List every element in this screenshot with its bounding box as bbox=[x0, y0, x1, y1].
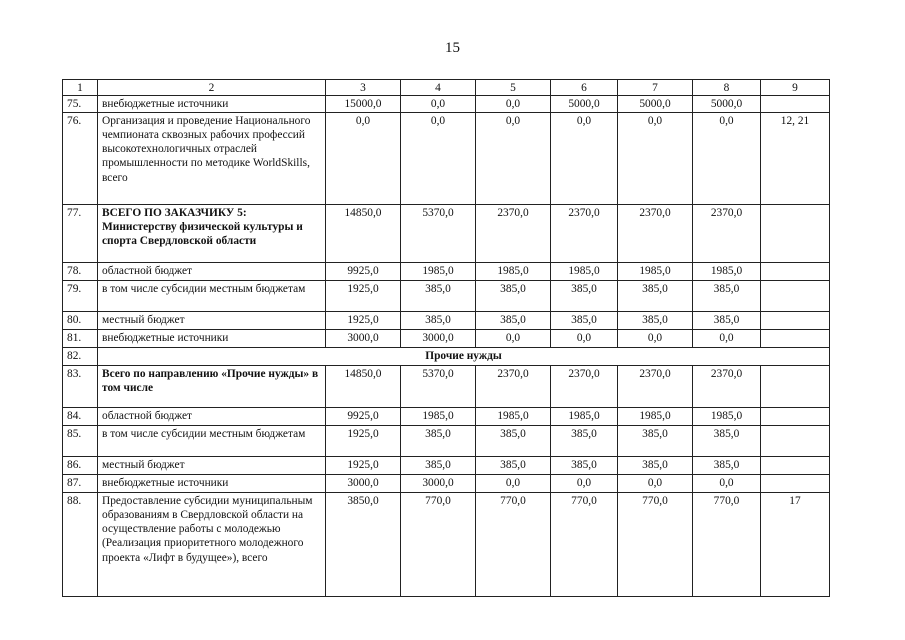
amount-cell: 2370,0 bbox=[476, 204, 551, 262]
amount-cell: 385,0 bbox=[693, 311, 761, 329]
row-description: внебюджетные источники bbox=[98, 329, 326, 347]
budget-table-body bbox=[63, 80, 830, 597]
row-number: 88. bbox=[63, 492, 98, 596]
row-number: 79. bbox=[63, 280, 98, 311]
column-header: 4 bbox=[401, 80, 476, 96]
amount-cell: 0,0 bbox=[401, 96, 476, 112]
amount-cell: 2370,0 bbox=[476, 365, 551, 407]
table-row bbox=[63, 96, 830, 112]
amount-cell: 1985,0 bbox=[693, 262, 761, 280]
column-header: 2 bbox=[98, 80, 326, 96]
reference-cell bbox=[761, 280, 830, 311]
section-heading: Прочие нужды bbox=[98, 347, 830, 365]
amount-cell: 3000,0 bbox=[326, 474, 401, 492]
amount-cell: 1985,0 bbox=[551, 407, 618, 425]
amount-cell: 1925,0 bbox=[326, 311, 401, 329]
row-description: местный бюджет bbox=[98, 311, 326, 329]
page-number: 15 bbox=[445, 40, 460, 56]
row-number: 81. bbox=[63, 329, 98, 347]
table-row bbox=[63, 425, 830, 456]
amount-cell: 1985,0 bbox=[401, 407, 476, 425]
table-row bbox=[63, 456, 830, 474]
table-row bbox=[63, 112, 830, 204]
amount-cell: 385,0 bbox=[401, 425, 476, 456]
amount-cell: 385,0 bbox=[693, 456, 761, 474]
amount-cell: 5370,0 bbox=[401, 365, 476, 407]
amount-cell: 385,0 bbox=[551, 280, 618, 311]
row-description: в том числе субсидии местным бюджетам bbox=[98, 425, 326, 456]
amount-cell: 5370,0 bbox=[401, 204, 476, 262]
column-header: 5 bbox=[476, 80, 551, 96]
row-number: 77. bbox=[63, 204, 98, 262]
amount-cell: 385,0 bbox=[476, 425, 551, 456]
amount-cell: 9925,0 bbox=[326, 407, 401, 425]
reference-cell: 12, 21 bbox=[761, 112, 830, 204]
amount-cell: 0,0 bbox=[326, 112, 401, 204]
row-description: в том числе субсидии местным бюджетам bbox=[98, 280, 326, 311]
amount-cell: 15000,0 bbox=[326, 96, 401, 112]
amount-cell: 1985,0 bbox=[693, 407, 761, 425]
reference-cell bbox=[761, 365, 830, 407]
amount-cell: 3000,0 bbox=[326, 329, 401, 347]
amount-cell: 3000,0 bbox=[401, 474, 476, 492]
row-number: 84. bbox=[63, 407, 98, 425]
amount-cell: 385,0 bbox=[551, 456, 618, 474]
reference-cell bbox=[761, 407, 830, 425]
amount-cell: 770,0 bbox=[693, 492, 761, 596]
amount-cell: 5000,0 bbox=[551, 96, 618, 112]
amount-cell: 0,0 bbox=[551, 474, 618, 492]
amount-cell: 1925,0 bbox=[326, 456, 401, 474]
table-row bbox=[63, 262, 830, 280]
amount-cell: 385,0 bbox=[401, 280, 476, 311]
amount-cell: 770,0 bbox=[618, 492, 693, 596]
amount-cell: 2370,0 bbox=[551, 204, 618, 262]
amount-cell: 3850,0 bbox=[326, 492, 401, 596]
row-description: Всего по направлению «Прочие нужды» в том числе bbox=[98, 365, 326, 407]
amount-cell: 385,0 bbox=[618, 280, 693, 311]
row-description: местный бюджет bbox=[98, 456, 326, 474]
row-description: Организация и проведение Национального чемпионата сквозных рабочих профессий высокотехнологичных отраслей промышленности по методике WorldSkills, всего bbox=[98, 112, 326, 204]
column-number-header-row bbox=[63, 80, 830, 96]
table-row bbox=[63, 365, 830, 407]
reference-cell: 17 bbox=[761, 492, 830, 596]
row-number: 86. bbox=[63, 456, 98, 474]
amount-cell: 385,0 bbox=[618, 311, 693, 329]
table-row bbox=[63, 311, 830, 329]
amount-cell: 14850,0 bbox=[326, 365, 401, 407]
amount-cell: 770,0 bbox=[476, 492, 551, 596]
row-description: внебюджетные источники bbox=[98, 474, 326, 492]
amount-cell: 1985,0 bbox=[476, 262, 551, 280]
amount-cell: 1985,0 bbox=[551, 262, 618, 280]
reference-cell bbox=[761, 329, 830, 347]
amount-cell: 0,0 bbox=[693, 329, 761, 347]
column-header: 7 bbox=[618, 80, 693, 96]
amount-cell: 0,0 bbox=[618, 329, 693, 347]
amount-cell: 0,0 bbox=[476, 474, 551, 492]
amount-cell: 385,0 bbox=[693, 280, 761, 311]
amount-cell: 385,0 bbox=[618, 456, 693, 474]
amount-cell: 1985,0 bbox=[401, 262, 476, 280]
table-row bbox=[63, 329, 830, 347]
table-row bbox=[63, 347, 830, 365]
table-row bbox=[63, 492, 830, 596]
row-number: 83. bbox=[63, 365, 98, 407]
amount-cell: 0,0 bbox=[476, 112, 551, 204]
reference-cell bbox=[761, 456, 830, 474]
amount-cell: 1985,0 bbox=[618, 407, 693, 425]
table-row bbox=[63, 280, 830, 311]
row-description: Предоставление субсидии муниципальным образованиям в Свердловской области на осуществление работы с молодежью (Реализация приоритетного молодежного проекта «Лифт в будущее»), всего bbox=[98, 492, 326, 596]
reference-cell bbox=[761, 204, 830, 262]
amount-cell: 0,0 bbox=[618, 112, 693, 204]
column-header: 9 bbox=[761, 80, 830, 96]
column-header: 6 bbox=[551, 80, 618, 96]
table-row bbox=[63, 407, 830, 425]
row-number: 85. bbox=[63, 425, 98, 456]
table-row bbox=[63, 474, 830, 492]
amount-cell: 2370,0 bbox=[551, 365, 618, 407]
amount-cell: 1925,0 bbox=[326, 425, 401, 456]
amount-cell: 385,0 bbox=[401, 456, 476, 474]
amount-cell: 770,0 bbox=[401, 492, 476, 596]
amount-cell: 770,0 bbox=[551, 492, 618, 596]
amount-cell: 1925,0 bbox=[326, 280, 401, 311]
amount-cell: 0,0 bbox=[551, 112, 618, 204]
row-description: внебюджетные источники bbox=[98, 96, 326, 112]
amount-cell: 5000,0 bbox=[693, 96, 761, 112]
table-row bbox=[63, 204, 830, 262]
amount-cell: 1985,0 bbox=[476, 407, 551, 425]
column-header: 1 bbox=[63, 80, 98, 96]
amount-cell: 0,0 bbox=[618, 474, 693, 492]
amount-cell: 385,0 bbox=[551, 425, 618, 456]
row-number: 75. bbox=[63, 96, 98, 112]
amount-cell: 14850,0 bbox=[326, 204, 401, 262]
amount-cell: 385,0 bbox=[401, 311, 476, 329]
amount-cell: 0,0 bbox=[693, 474, 761, 492]
amount-cell: 385,0 bbox=[693, 425, 761, 456]
amount-cell: 0,0 bbox=[476, 96, 551, 112]
column-header: 3 bbox=[326, 80, 401, 96]
amount-cell: 385,0 bbox=[476, 280, 551, 311]
amount-cell: 5000,0 bbox=[618, 96, 693, 112]
row-number: 76. bbox=[63, 112, 98, 204]
amount-cell: 2370,0 bbox=[618, 365, 693, 407]
row-description: ВСЕГО ПО ЗАКАЗЧИКУ 5: Министерству физической культуры и спорта Свердловской области bbox=[98, 204, 326, 262]
row-description: областной бюджет bbox=[98, 407, 326, 425]
amount-cell: 0,0 bbox=[693, 112, 761, 204]
row-number: 87. bbox=[63, 474, 98, 492]
amount-cell: 385,0 bbox=[476, 311, 551, 329]
reference-cell bbox=[761, 474, 830, 492]
row-description: областной бюджет bbox=[98, 262, 326, 280]
amount-cell: 9925,0 bbox=[326, 262, 401, 280]
amount-cell: 0,0 bbox=[476, 329, 551, 347]
amount-cell: 1985,0 bbox=[618, 262, 693, 280]
reference-cell bbox=[761, 311, 830, 329]
row-number: 78. bbox=[63, 262, 98, 280]
amount-cell: 0,0 bbox=[401, 112, 476, 204]
amount-cell: 3000,0 bbox=[401, 329, 476, 347]
amount-cell: 2370,0 bbox=[693, 204, 761, 262]
amount-cell: 385,0 bbox=[476, 456, 551, 474]
reference-cell bbox=[761, 96, 830, 112]
row-number: 82. bbox=[63, 347, 98, 365]
reference-cell bbox=[761, 262, 830, 280]
column-header: 8 bbox=[693, 80, 761, 96]
amount-cell: 2370,0 bbox=[618, 204, 693, 262]
budget-table bbox=[62, 79, 830, 597]
amount-cell: 0,0 bbox=[551, 329, 618, 347]
amount-cell: 385,0 bbox=[618, 425, 693, 456]
amount-cell: 2370,0 bbox=[693, 365, 761, 407]
reference-cell bbox=[761, 425, 830, 456]
amount-cell: 385,0 bbox=[551, 311, 618, 329]
row-number: 80. bbox=[63, 311, 98, 329]
